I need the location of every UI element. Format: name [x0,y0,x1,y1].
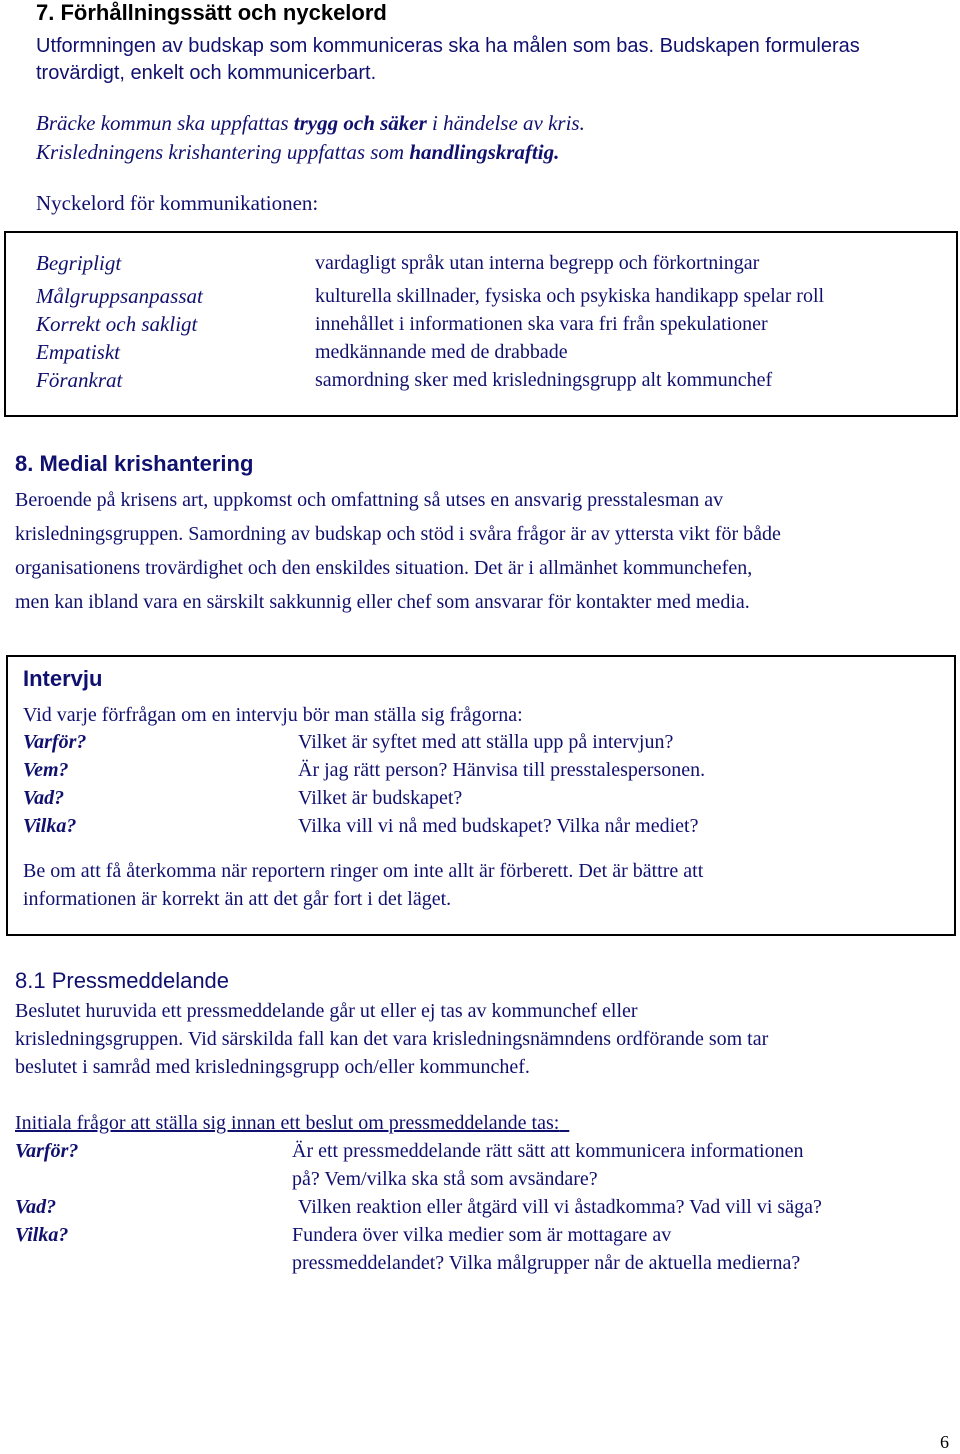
goal-1-bold: trygg och säker [293,111,427,135]
press-question: Varför? [15,1140,79,1162]
section-7-intro-line-2: trovärdigt, enkelt och kommunicerbart. [36,62,377,84]
section-8-1-para-line: krisledningsgruppen. Vid särskilda fall kan det vara krisledningsnämndens ordförande som tar [15,1028,769,1050]
section-8-1-para-line: beslutet i samråd med krisledningsgrupp och/eller kommunchef. [15,1056,530,1078]
goal-1-post: i händelse av kris. [426,111,585,135]
press-questions-heading [15,1111,569,1135]
keywords-heading: Nyckelord för kommunikationen: [36,191,319,215]
goal-line-2 [36,139,559,165]
interview-answer: Vilka vill vi nå med budskapet? Vilka når mediet? [298,815,699,837]
section-8-title: 8. Medial krishantering [15,451,254,476]
keyword-term: Målgruppsanpassat [36,284,203,308]
keyword-desc: samordning sker med krisledningsgrupp alt kommunchef [315,369,773,391]
interview-question: Vem? [23,759,69,781]
keyword-term: Förankrat [36,368,123,392]
interview-note-line: Be om att få återkomma när reportern ringer om inte allt är förberett. Det är bättre att [23,860,704,882]
press-question: Vad? [15,1196,57,1218]
section-7-title: 7. Förhållningssätt och nyckelord [36,0,387,25]
goal-2-bold: handlingskraftig. [409,140,560,164]
goal-2-pre: Krisledningens krishantering uppfattas som [36,140,410,164]
keyword-term: Empatiskt [36,340,120,364]
section-8-1-title: 8.1 Pressmeddelande [15,968,230,993]
keyword-term: Begripligt [36,251,122,275]
keyword-desc: medkännande med de drabbade [315,341,568,363]
interview-title: Intervju [23,666,103,691]
interview-intro: Vid varje förfrågan om en intervju bör man ställa sig frågorna: [23,704,523,726]
interview-answer: Är jag rätt person? Hänvisa till presstalespersonen. [298,759,706,781]
press-answer-line: Fundera över vilka medier som är mottagare av [292,1224,672,1246]
goal-1-pre: Bräcke kommun ska uppfattas [36,111,294,135]
section-8-para-line: krisledningsgruppen. Samordning av budskap och stöd i svåra frågor är av yttersta vikt för både [15,523,781,545]
press-answer-line: på? Vem/vilka ska stå som avsändare? [292,1168,598,1190]
interview-question: Vilka? [23,815,77,837]
interview-answer: Vilket är budskapet? [298,787,463,809]
section-7-intro-line-1: Utformningen av budskap som kommuniceras ska ha målen som bas. Budskapen formuleras [36,35,860,57]
goal-line-1 [36,110,585,136]
keyword-term: Korrekt och sakligt [36,312,198,336]
interview-question: Varför? [23,731,87,753]
section-8-para-line: men kan ibland vara en särskilt sakkunnig eller chef som ansvarar för kontakter med media. [15,591,750,613]
section-8-1-para-line: Beslutet huruvida ett pressmeddelande går ut eller ej tas av kommunchef eller [15,1000,638,1022]
keyword-desc: kulturella skillnader, fysiska och psykiska handikapp spelar roll [315,285,825,307]
interview-question: Vad? [23,787,65,809]
press-answer-line: pressmeddelandet? Vilka målgrupper når de aktuella medierna? [292,1252,801,1274]
keyword-desc: innehållet i informationen ska vara fri från spekulationer [315,313,768,335]
press-answer-line: Vilken reaktion eller åtgärd vill vi åstadkomma? Vad vill vi säga? [298,1196,822,1218]
press-question: Vilka? [15,1224,69,1246]
page-number: 6 [940,1432,949,1452]
section-8-para-line: Beroende på krisens art, uppkomst och omfattning så utses en ansvarig presstalesman av [15,489,724,511]
interview-note-line: informationen är korrekt än att det går fort i det läget. [23,888,452,910]
press-questions-heading-text: Initiala frågor att ställa sig innan ett beslut om pressmeddelande tas: [15,1112,560,1134]
interview-answer: Vilket är syftet med att ställa upp på intervjun? [298,731,674,753]
press-answer-line: Är ett pressmeddelande rätt sätt att kommunicera informationen [292,1140,804,1162]
keyword-desc: vardagligt språk utan interna begrepp och förkortningar [315,252,760,274]
section-8-para-line: organisationens trovärdighet och den enskildes situation. Det är i allmänhet kommunchefen, [15,557,753,579]
